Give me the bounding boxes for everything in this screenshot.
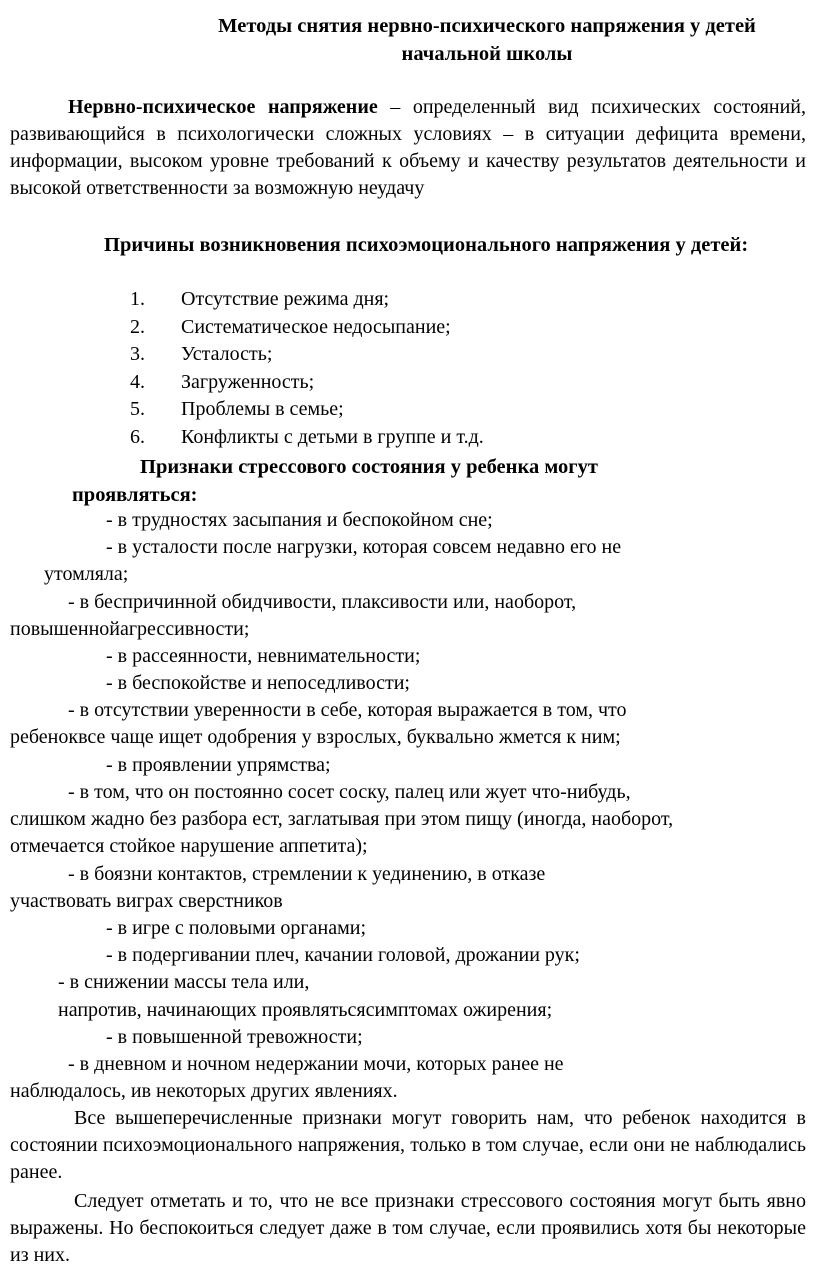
sign-line: - в отсутствии уверенности в себе, которая выражается в том, что [68, 699, 627, 721]
sign-line: - в снижении массы тела или, [58, 971, 310, 993]
document-title [170, 12, 804, 68]
sign-line: участвовать виграх сверстников [10, 890, 283, 912]
document-page: Методы снятия нервно-психического напряжения у детей начальной школы Нервно-психическое напряжение – определенный вид психических состояний, развивающийся в психологически сложных условиях – в ситуации дефицита времени, информации, высоком уровне требований к объему и качеству результатов деятельности и высокой ответственности за возможную неудачу Причины возникновения психоэмоционального напряжения у детей: 1. Отсутствие режима дня; 2. Систематическое недосыпание; 3. Усталость; 4. Загруженность; 5. Проблемы в семье; 6. Конфликты с детьми в группе и т.д. Признаки стрессового состояния у ребенка могут проявляться: - в трудностях засыпания и беспокойном сне; - в усталости после нагрузки, которая совсем недавно его не утомляла; - в беспричинной обидчивости, плаксивости или, наоборот, повышеннойагрессивности; - в рассеянности, невнимательности; - в беспокойстве и непоседливости; - в отсутствии уверенности в себе, которая выражается в том, что ребеноквсе чаще ищет одобрения у взрослых, буквально жмется к ним; - в проявлении упрямства; - в том, что он постоянно сосет соску, палец или жует что-нибудь, слишком жадно без разбора ест, заглатывая при этом пищу (иногда, наоборот, отмечается стойкое нарушение аппетита); - в боязни контактов, стремлении к уединению, в отказе участвовать виграх сверстников - в игре с половыми органами; - в подергивании плеч, качании головой, дрожании рук; - в снижении массы тела или, напротив, начинающих проявлятьсясимптомах ожирения; - в повышенной тревожности; - в дневном и ночном недержании мочи, которых ранее не наблюдалось, ив некоторых других явлениях. Все вышеперечисленные признаки могут говорить нам, что ребенок находится в состоянии психоэмоционального напряжения, только в том случае, если они не наблюдались ранее. Следует отметать и то, что не все признаки стрессового состояния могут быть явно выражены. Но беспокоиться следует даже в том случае, если проявились хотя бы некоторые из них. [0, 0, 816, 1274]
sign-line: отмечается стойкое нарушение аппетита); [10, 835, 368, 857]
sign-line: повышеннойагрессивности; [10, 618, 250, 640]
sign-line: наблюдалось, ив некоторых других явлениях. [10, 1080, 398, 1102]
sign-line: - в дневном и ночном недержании мочи, которых ранее не [68, 1053, 564, 1075]
sign-line: слишком жадно без разбора ест, заглатывая при этом пищу (иногда, наоборот, [10, 808, 674, 830]
signs-heading-line-2: проявляться: [72, 484, 198, 506]
causes-heading: Причины возникновения психоэмоционального напряжения у детей: [104, 234, 749, 256]
definition-term: Нервно-психическое напряжение [68, 96, 378, 118]
sign-line: ребеноквсе чаще ищет одобрения у взрослых, буквально жмется к ним; [10, 726, 621, 748]
conclusion-paragraph-1: Все вышеперечисленные признаки могут говорить нам, что ребенок находится в состоянии психоэмоционального напряжения, только в том случае, если они не наблюдались ранее. [10, 1107, 806, 1183]
signs-heading-line-1: Признаки стрессового состояния у ребенка могут [140, 456, 598, 478]
sign-line: - в усталости после нагрузки, которая совсем недавно его не [106, 536, 622, 558]
title-line-1: Методы снятия нервно-психического напряжения у детей [218, 15, 756, 37]
sign-line: - в беспричинной обидчивости, плаксивости или, наоборот, [68, 591, 577, 613]
sign-line: - в боязни контактов, стремлении к уединению, в отказе [68, 863, 546, 885]
sign-line: - в беспокойстве и непоседливости; [106, 672, 410, 694]
sign-line: - в проявлении упрямства; [106, 754, 331, 776]
title-line-2: начальной школы [401, 43, 573, 65]
definition-paragraph [10, 94, 806, 202]
conclusion-paragraph-2: Следует отметать и то, что не все признаки стрессового состояния могут быть явно выражены. Но беспокоиться следует даже в том случае, если проявились хотя бы некоторые из них. [10, 1190, 806, 1266]
definition-text: – определенный вид психических состояний, развивающийся в психологически сложных условиях – в ситуации дефицита времени, информации, высоком уровне требований к объему и качеству результатов деятельности и высокой ответственности за возможную неудачу [10, 96, 807, 199]
sign-line: - в трудностях засыпания и беспокойном сне; [106, 509, 493, 531]
sign-line: - в рассеянности, невнимательности; [106, 645, 421, 667]
sign-line: - в повышенной тревожности; [106, 1026, 363, 1048]
signs-heading [72, 453, 598, 509]
sign-line: - в подергивании плеч, качании головой, дрожании рук; [106, 944, 580, 966]
sign-line: утомляла; [44, 563, 129, 585]
sign-line: - в игре с половыми органами; [106, 917, 366, 939]
sign-line: напротив, начинающих проявлятьсясимптомах ожирения; [58, 999, 553, 1021]
sign-line: - в том, что он постоянно сосет соску, палец или жует что-нибудь, [68, 781, 631, 803]
